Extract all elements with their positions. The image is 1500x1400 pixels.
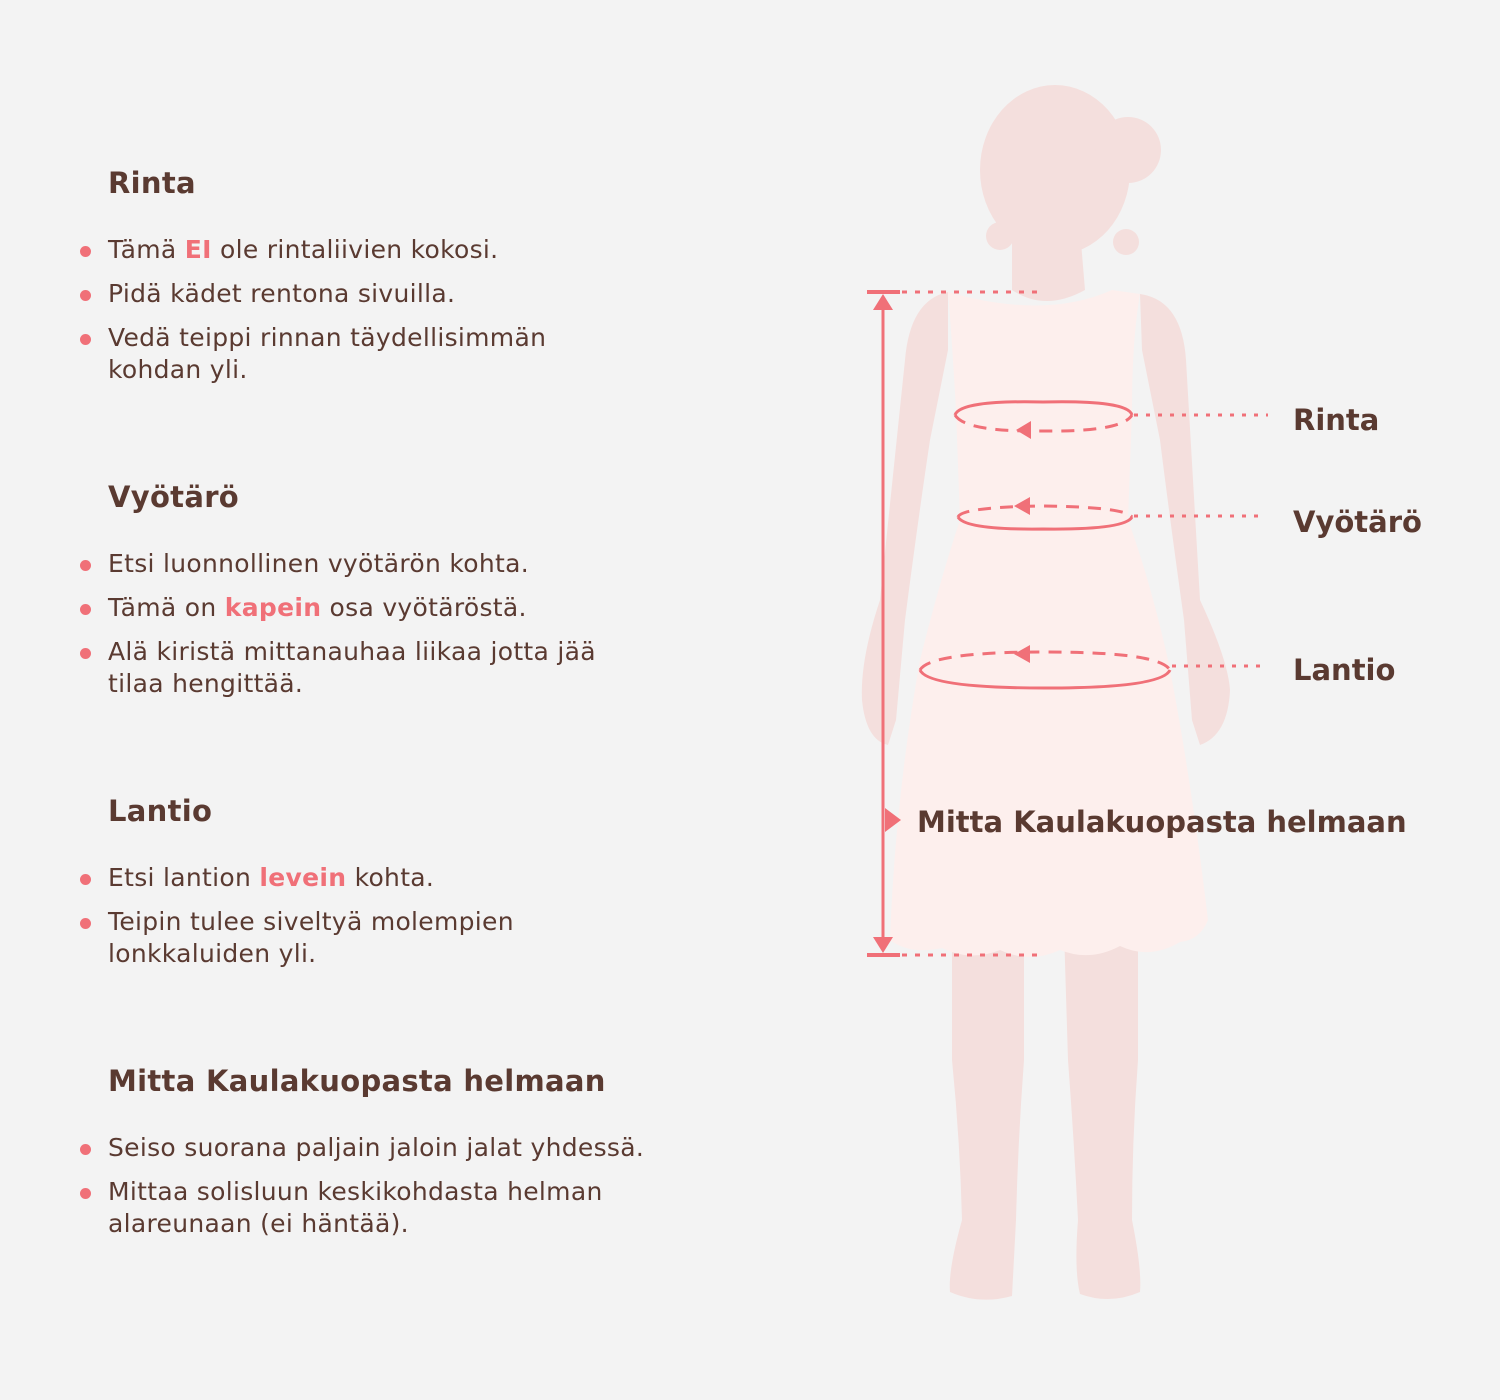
hip-label: Lantio [1293, 653, 1396, 687]
list-item: Alä kiristä mittanauhaa liikaa jotta jää tilaa hengittää. [108, 636, 648, 700]
list-item: Seiso suorana paljain jaloin jalat yhdessä. [108, 1132, 728, 1164]
list-item: Pidä kädet rentona sivuilla. [108, 278, 728, 310]
list-item: Etsi lantion levein kohta. [108, 862, 728, 894]
list-item: Tämä EI ole rintaliivien kokosi. [108, 234, 728, 266]
list-item: Teipin tulee siveltyä molempien lonkkaluiden yli. [108, 906, 578, 970]
list-item: Tämä on kapein osa vyötäröstä. [108, 592, 728, 624]
list-item: Etsi luonnollinen vyötärön kohta. [108, 548, 728, 580]
section-title: Lantio [108, 794, 213, 828]
waist-label: Vyötärö [1293, 505, 1422, 539]
section-title: Rinta [108, 166, 196, 200]
chest-label: Rinta [1293, 403, 1380, 437]
length-label: Mitta Kaulakuopasta helmaan [917, 805, 1407, 839]
list-item: Vedä teippi rinnan täydellisimmän kohdan yli. [108, 322, 608, 386]
section-title: Vyötärö [108, 480, 240, 514]
list-item: Mittaa solisluun keskikohdasta helman alareunaan (ei häntää). [108, 1176, 668, 1240]
section-title: Mitta Kaulakuopasta helmaan [108, 1064, 606, 1098]
